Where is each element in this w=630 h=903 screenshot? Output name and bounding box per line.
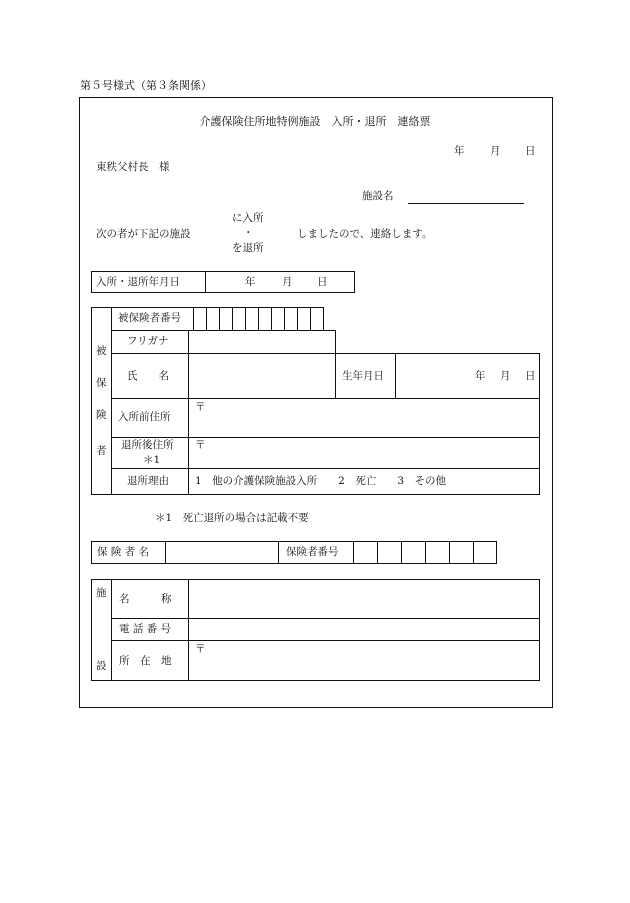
move-date-month: 月 [282,276,293,288]
date-year-label: 年 [454,145,465,157]
notice-prefix: 次の者が下記の施設 [96,228,191,240]
insurer-number-label: 保険者番号 [286,546,339,558]
facility-side-char-2: 設 [96,660,107,672]
move-date-day: 日 [317,276,328,288]
reason-label: 退所理由 [127,475,169,487]
notice-option-in[interactable]: に入所 [232,212,264,224]
facility-address-postal-mark: 〒 [195,643,206,655]
form-number-label: 第５号様式（第３条関係） [80,79,212,92]
insured-side-header [91,307,112,495]
notice-option-separator: ・ [243,227,254,239]
furigana-label: フリガナ [127,335,169,347]
facility-side-char-1: 施 [96,587,107,599]
insurer-number-input[interactable] [354,542,496,563]
notice-suffix: しましたので、連絡します。 [297,228,433,240]
prev-address-postal-mark: 〒 [195,401,206,413]
birth-date-label: 生年月日 [342,370,384,382]
addressee: 東秩父村長 様 [96,161,170,173]
move-date-year: 年 [245,276,256,288]
post-address-input[interactable] [188,437,540,469]
facility-name-line [408,203,524,204]
facility-name-label: 施設名 [362,190,394,202]
facility-phone-input[interactable] [188,618,540,641]
birth-month-label: 月 [500,370,511,382]
date-day-label: 日 [525,145,536,157]
insured-number-input[interactable] [194,308,323,330]
footnote: ＊1 死亡退所の場合は記載不要 [155,512,309,524]
insured-side-char-2: 保 [96,377,107,389]
furigana-input[interactable] [188,330,336,354]
post-address-label: 退所後住所 [121,439,174,451]
post-address-postal-mark: 〒 [195,439,206,451]
date-month-label: 月 [490,145,501,157]
birth-date-input[interactable] [395,353,540,399]
move-date-input[interactable] [206,272,354,292]
name-label: 氏 名 [127,370,169,382]
reason-options: 1 他の介護保険施設入所 2 死亡 3 その他 [195,475,447,487]
facility-name-row-input[interactable] [188,579,540,619]
post-address-note: ＊1 [143,454,161,466]
move-date-label: 入所・退所年月日 [96,276,180,288]
insured-side-char-1: 被 [96,345,107,357]
insurer-name-input[interactable] [165,541,279,564]
birth-day-label: 日 [525,370,536,382]
name-input[interactable] [188,353,336,399]
prev-address-label: 入所前住所 [118,411,171,423]
insured-side-char-3: 険 [96,409,107,421]
insured-side-char-4: 者 [96,445,107,457]
facility-name-input[interactable] [408,190,524,203]
prev-address-input[interactable] [188,398,540,438]
notice-option-out[interactable]: を退所 [232,242,264,254]
facility-name-row-label: 名 称 [119,593,172,605]
insurer-name-label: 保 険 者 名 [97,546,150,558]
form-title: 介護保険住所地特例施設 入所・退所 連絡票 [199,115,431,128]
facility-address-input[interactable] [188,640,540,681]
birth-year-label: 年 [475,370,486,382]
facility-phone-label: 電 話 番 号 [119,623,172,635]
insured-number-label: 被保険者番号 [118,312,181,324]
facility-address-label: 所 在 地 [119,655,172,667]
